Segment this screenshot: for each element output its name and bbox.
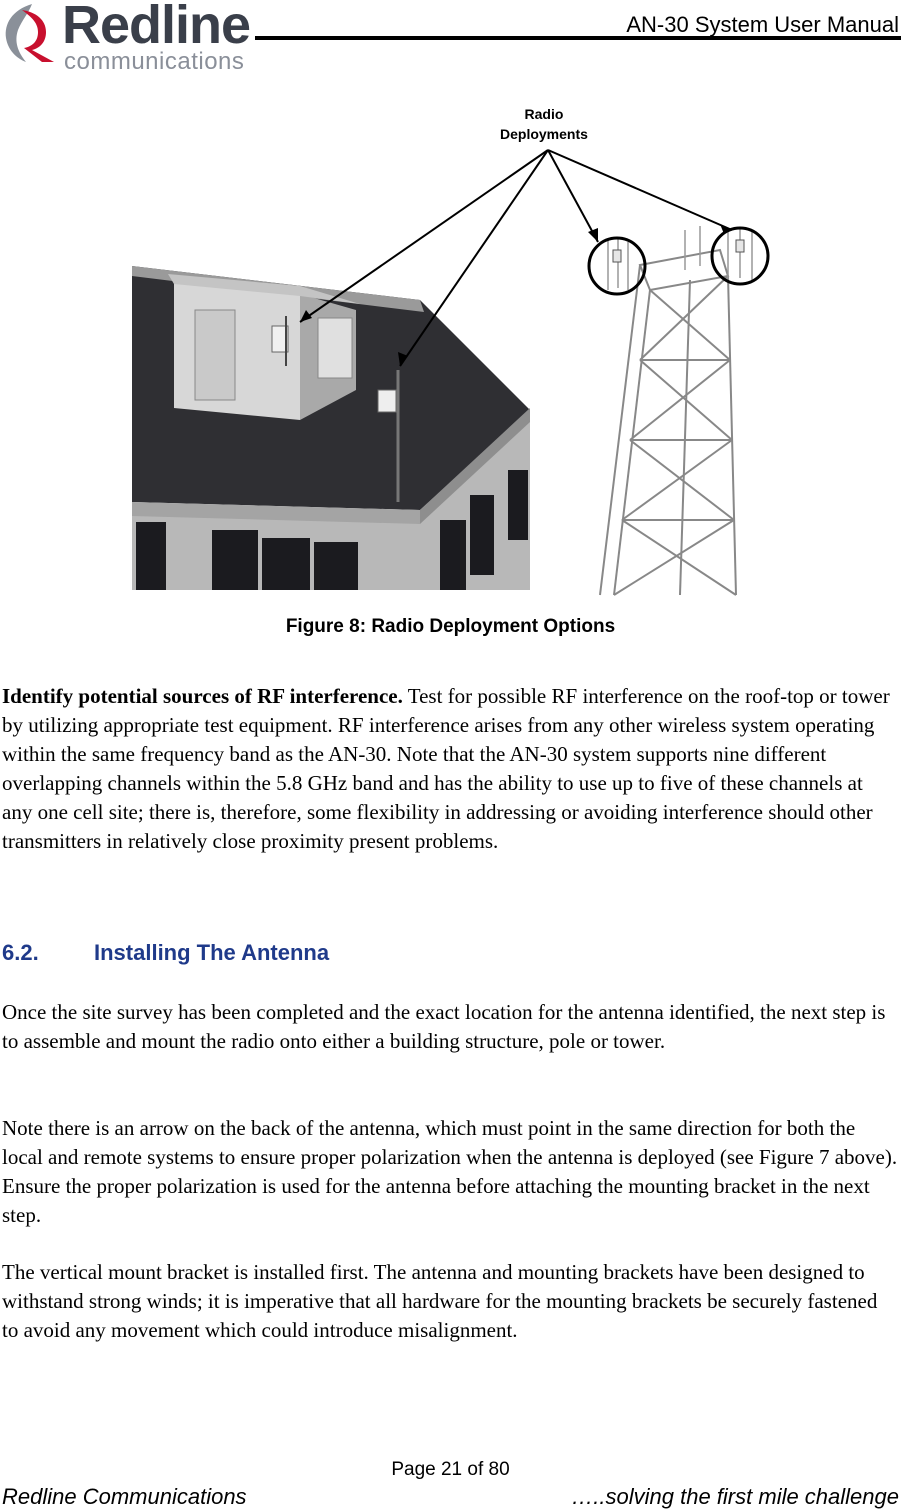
highlight-circle-left (589, 238, 645, 294)
figure-label-line2: Deployments (500, 126, 588, 142)
paragraph-mount-bracket: The vertical mount bracket is installed first. The antenna and mounting brackets have been designed to withstand strong winds; it is imperative that all hardware for the mounting brackets be securely fastened to avoid any movement which could introduce misalignment. (2, 1260, 878, 1342)
tower-antenna-right (736, 240, 744, 252)
paragraph-lead: Identify potential sources of RF interference. (2, 684, 403, 708)
section-number: 6.2. (2, 940, 39, 965)
section-heading (2, 940, 329, 966)
paragraph-body: Test for possible RF interference on the roof-top or tower by utilizing appropriate test equipment. RF interference arises from any other wireless system operating within the same frequency band as the AN-30. Note that the AN-30 system supports nine different overlapping channels within the 5.8 GHz band and has the ability to use up to five of these channels at any one cell site; there is, therefore, some flexibility in addressing or avoiding interference should other transmitters in relatively close proximity present problems. (2, 684, 890, 853)
paragraph-polarization: Note there is an arrow on the back of the antenna, which must point in the same direction for both the local and remote systems to ensure proper polarization when the antenna is deployed (see Figure 7 above). Ensure the proper polarization is used for the antenna before attaching the mounting bracket in the next step. (2, 1116, 898, 1227)
radio-deployment-figure (0, 90, 901, 600)
pole-antenna (378, 390, 396, 412)
logo-brand: Redline (62, 0, 251, 55)
redline-logo-mark (2, 2, 60, 64)
figure-callout-label (500, 104, 588, 144)
paragraph-rf-interference (2, 682, 898, 856)
lattice-tower (600, 250, 736, 595)
tower-antenna-left (613, 250, 621, 262)
figure-label-line1: Radio (524, 106, 564, 122)
figure-caption: Figure 8: Radio Deployment Options (285, 616, 616, 637)
footer-company: Redline Communications (2, 1484, 247, 1509)
document-title: AN-30 System User Manual (626, 12, 899, 37)
footer-tagline: …..solving the first mile challenge (571, 1484, 899, 1509)
page-number: Page 21 of 80 (391, 1459, 510, 1480)
section-title: Installing The Antenna (94, 940, 330, 965)
paragraph-site-survey: Once the site survey has been completed and the exact location for the antenna identified, the next step is to assemble and mount the radio onto either a building structure, pole or tower. (2, 1000, 886, 1053)
logo-subtitle: communications (64, 48, 245, 75)
